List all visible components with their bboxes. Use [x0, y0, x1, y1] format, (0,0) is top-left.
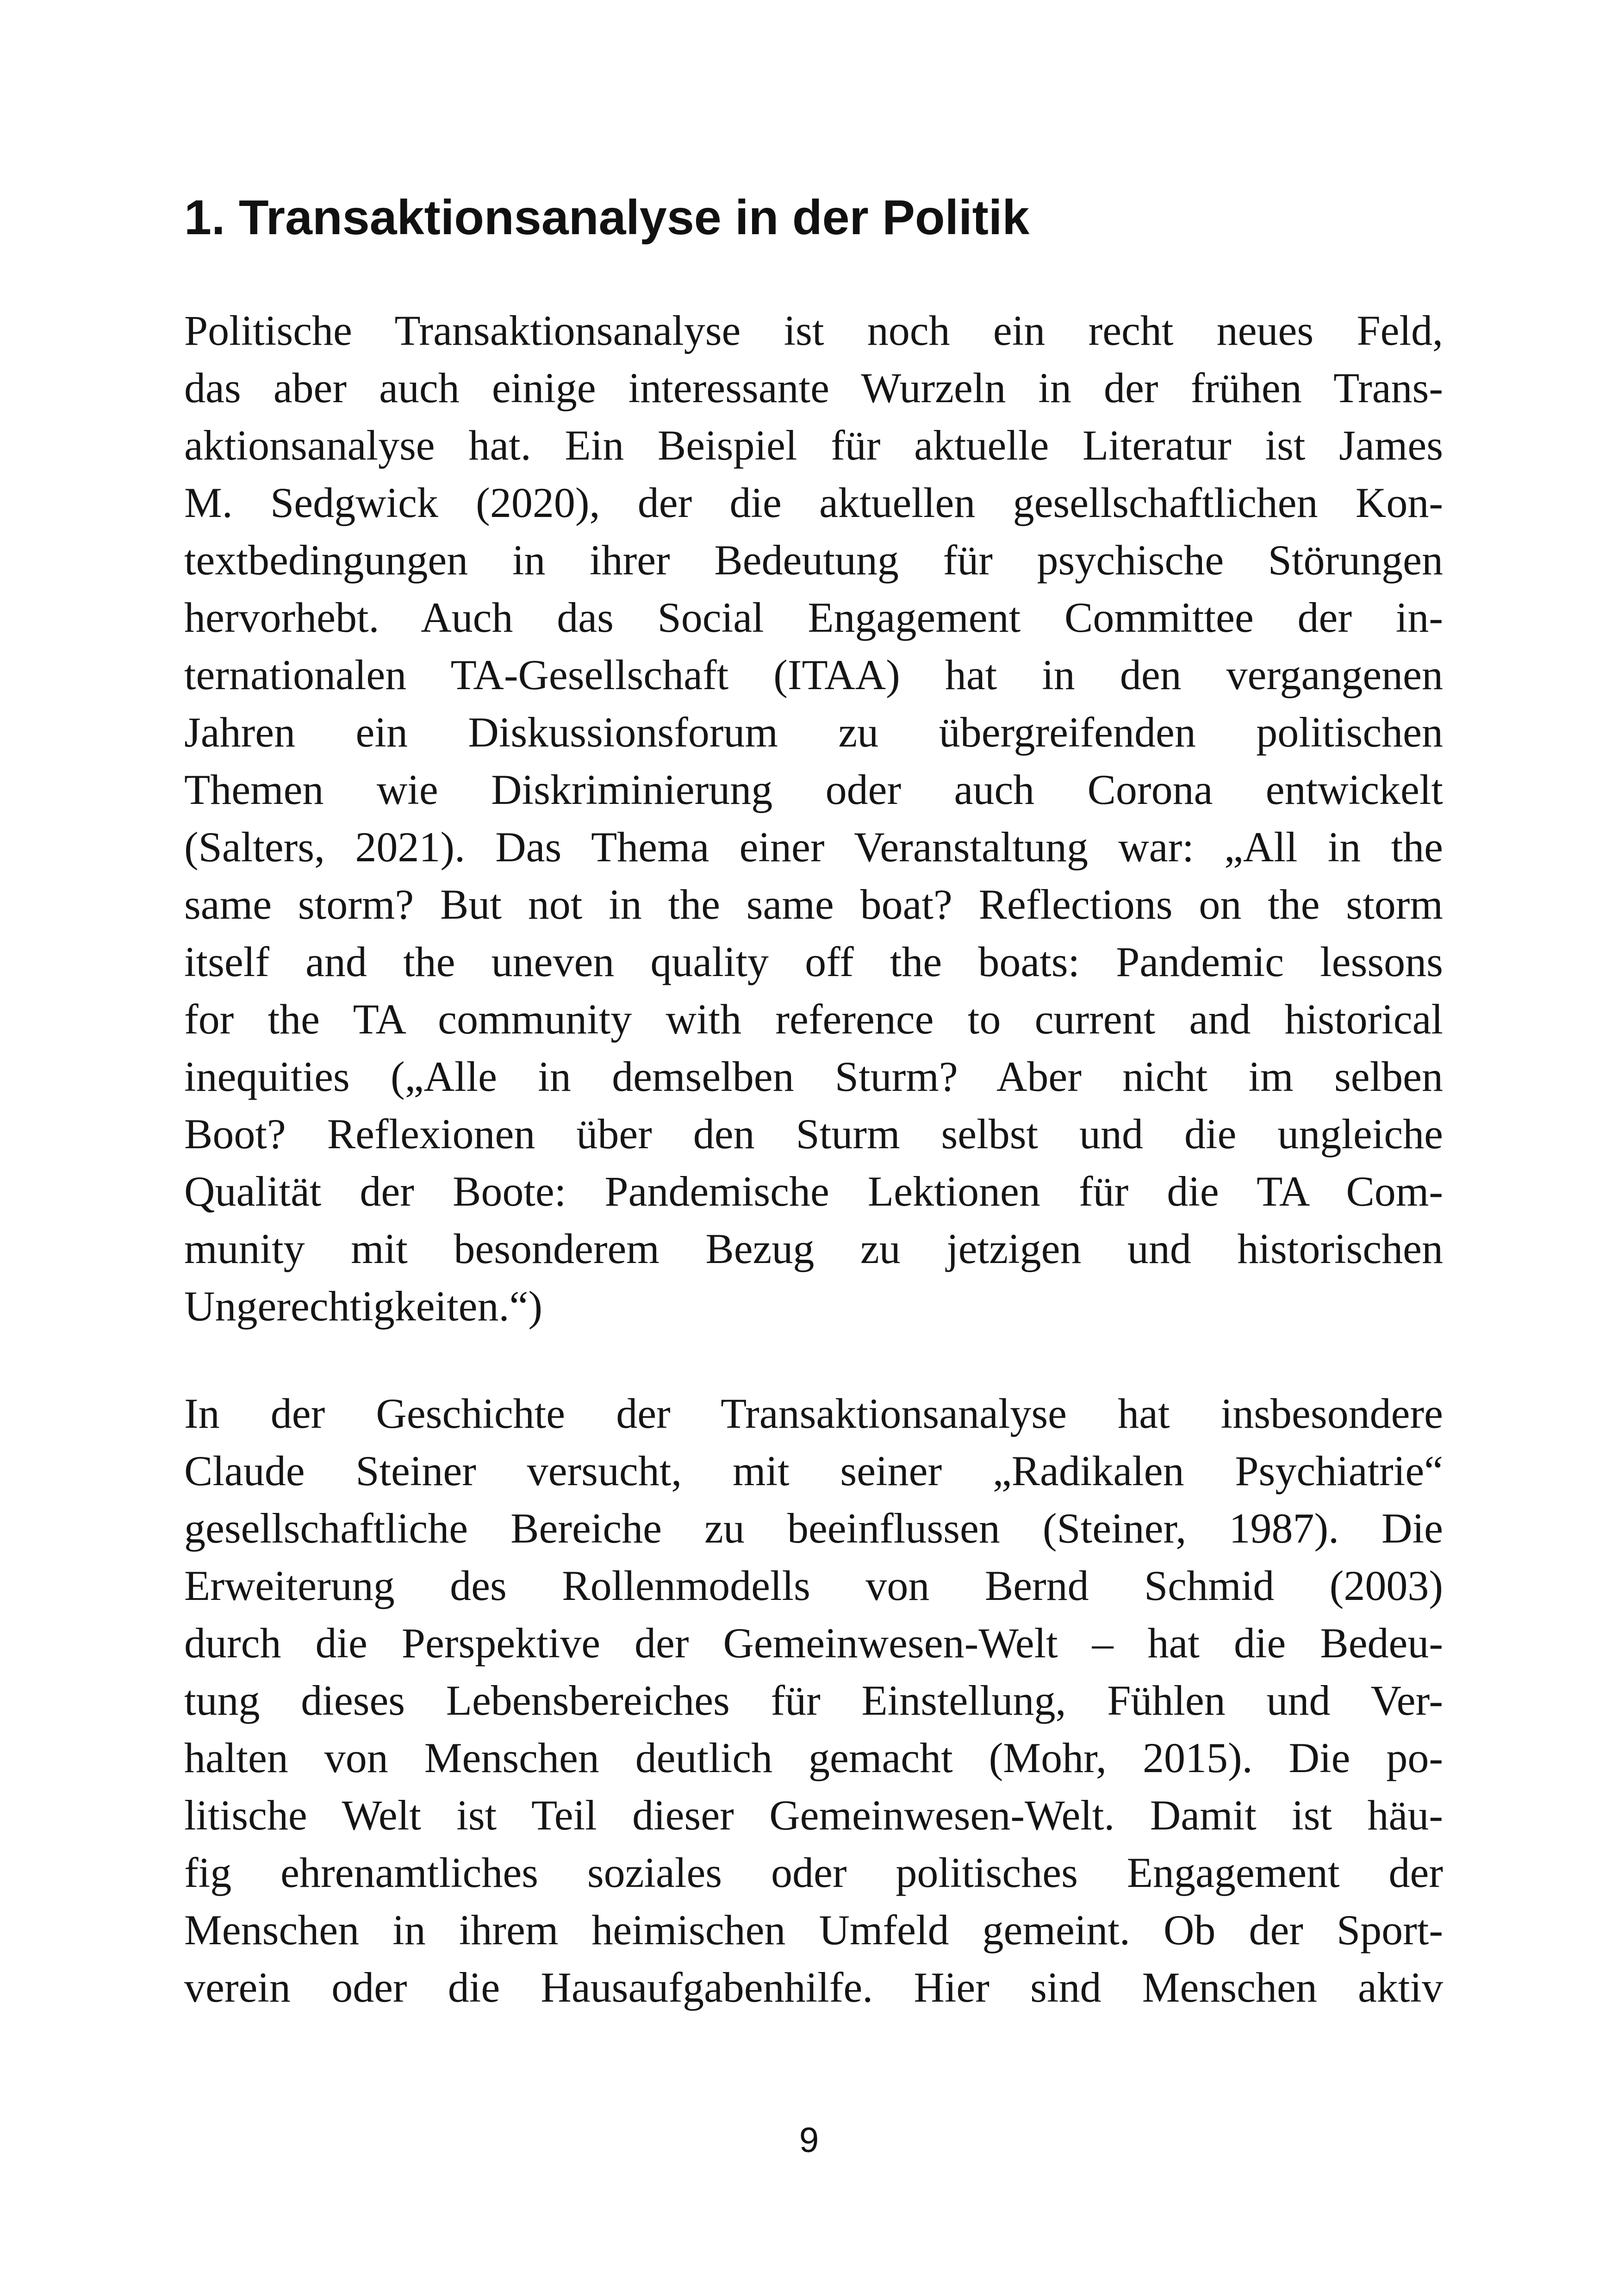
text-line: In der Geschichte der Transaktionsanalyse hat insbesondere: [184, 1390, 1443, 1437]
text-line: Claude Steiner versucht, mit seiner „Radikalen Psychiatrie“: [184, 1447, 1443, 1494]
text-line: for the TA community with reference to current and historical: [184, 996, 1443, 1043]
text-line: litische Welt ist Teil dieser Gemeinwesen-Welt. Damit ist häu-: [184, 1792, 1443, 1839]
page-number: 9: [799, 2121, 819, 2160]
text-line: verein oder die Hausaufgabenhilfe. Hier sind Menschen aktiv: [184, 1964, 1443, 2011]
text-line: gesellschaftliche Bereiche zu beeinflussen (Steiner, 1987). Die: [184, 1505, 1443, 1552]
text-line: Erweiterung des Rollenmodells von Bernd Schmid (2003): [184, 1562, 1443, 1609]
text-line: aktionsanalyse hat. Ein Beispiel für aktuelle Literatur ist James: [184, 422, 1443, 469]
text-line: Boot? Reflexionen über den Sturm selbst und die ungleiche: [184, 1110, 1443, 1157]
text-line: Ungerechtigkeiten.“): [184, 1282, 542, 1330]
text-line: same storm? But not in the same boat? Reflections on the storm: [184, 881, 1443, 928]
chapter-heading: 1. Transaktionsanalyse in der Politik: [184, 190, 1030, 245]
text-line: durch die Perspektive der Gemeinwesen-Welt – hat die Bedeu-: [184, 1619, 1443, 1667]
text-line: ternationalen TA-Gesellschaft (ITAA) hat in den vergangenen: [184, 651, 1443, 698]
text-line: itself and the uneven quality off the boats: Pandemic lessons: [184, 938, 1443, 985]
text-line: Themen wie Diskriminierung oder auch Corona entwickelt: [184, 766, 1443, 813]
text-line: das aber auch einige interessante Wurzeln in der frühen Trans-: [184, 364, 1443, 411]
text-line: tung dieses Lebensbereiches für Einstellung, Fühlen und Ver-: [184, 1677, 1443, 1724]
text-line: hervorhebt. Auch das Social Engagement Committee der in-: [184, 594, 1443, 641]
text-line: textbedingungen in ihrer Bedeutung für psychische Störungen: [184, 536, 1443, 584]
text-line: M. Sedgwick (2020), der die aktuellen gesellschaftlichen Kon-: [184, 479, 1443, 526]
text-line: munity mit besonderem Bezug zu jetzigen und historischen: [184, 1225, 1443, 1272]
text-line: halten von Menschen deutlich gemacht (Mohr, 2015). Die po-: [184, 1734, 1443, 1781]
text-line: Qualität der Boote: Pandemische Lektionen für die TA Com-: [184, 1168, 1443, 1215]
text-line: Jahren ein Diskussionsforum zu übergreifenden politischen: [184, 709, 1443, 756]
text-line: inequities („Alle in demselben Sturm? Aber nicht im selben: [184, 1053, 1443, 1100]
text-line: (Salters, 2021). Das Thema einer Veranstaltung war: „All in the: [184, 823, 1443, 871]
text-line: Menschen in ihrem heimischen Umfeld gemeint. Ob der Sport-: [184, 1906, 1443, 1954]
text-line: Politische Transaktionsanalyse ist noch ein recht neues Feld,: [184, 307, 1443, 354]
text-line: fig ehrenamtliches soziales oder politisches Engagement der: [184, 1849, 1443, 1896]
